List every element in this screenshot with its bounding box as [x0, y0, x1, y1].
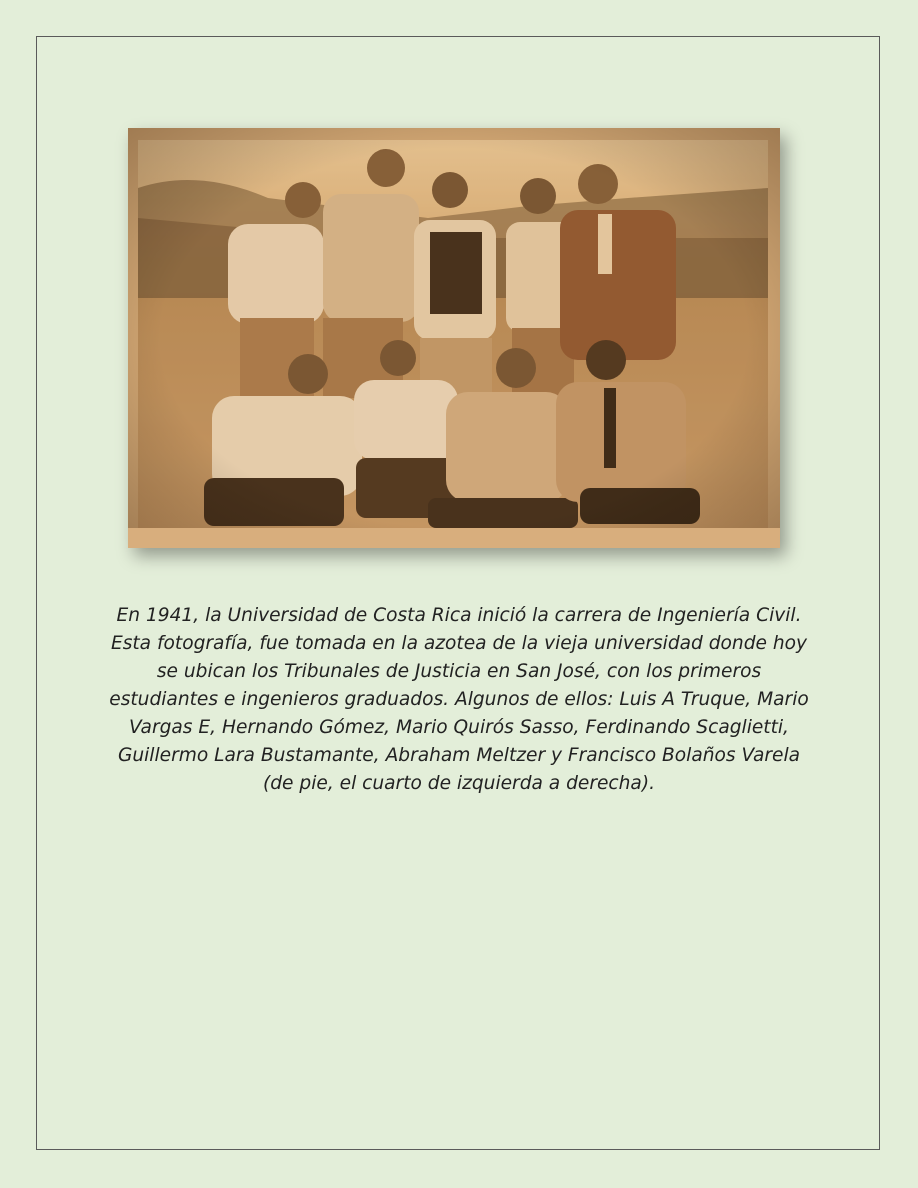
photo-caption: En 1941, la Universidad de Costa Rica inició la carrera de Ingeniería Civil. Esta fotografía, fue tomada en la azotea de la vieja universidad donde hoy se ubican los Tribunales de Justicia en San José, con los primeros estudiantes e ingenieros graduados. Algunos de ellos: Luis A Truque, Mario Vargas E, Hernando Gómez, Mario Quirós Sasso, Ferdinando Scaglietti, Guillermo Lara Bustamante, Abraham Meltzer y Francisco Bolaños Varela (de pie, el cuarto de izquierda a derecha). — [109, 605, 809, 794]
group-photo — [128, 128, 780, 548]
